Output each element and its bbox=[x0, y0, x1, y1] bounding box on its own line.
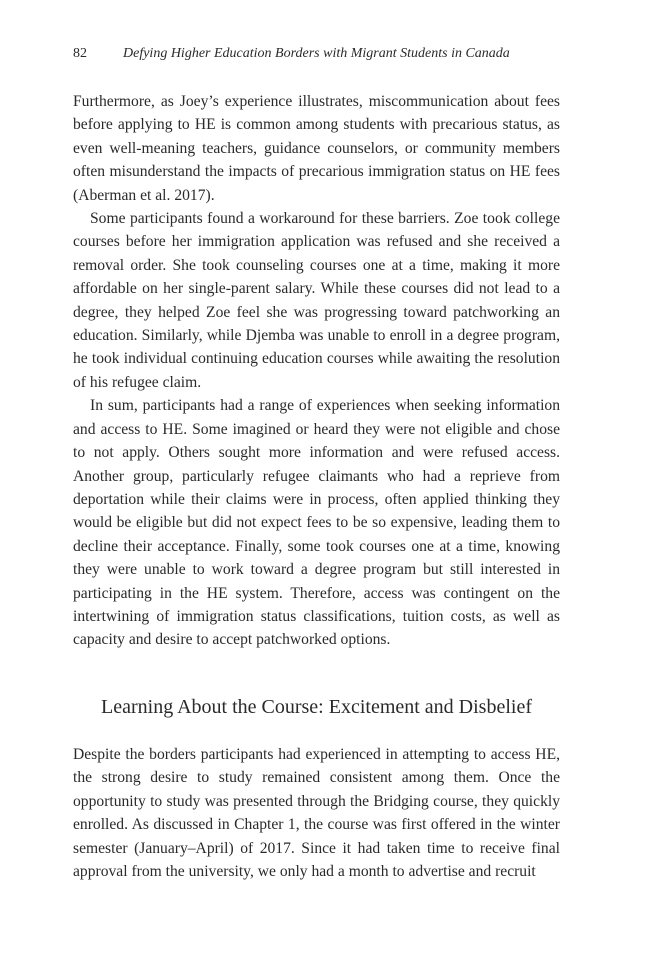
page-number: 82 bbox=[73, 46, 87, 61]
paragraph-section-opening: Despite the borders participants had experienced in attempting to access HE, the strong desire to study remained consistent among them. Once the opportunity to study was presented through the Bridging course, they quickly enrolled. As discussed in Chapter 1, the course was first offered in the winter semester (January–April) of 2017. Since it had taken time to receive final approval from the university, we only had a month to advertise and recruit bbox=[73, 746, 560, 881]
running-title: Defying Higher Education Borders with Migrant Students in Canada bbox=[123, 46, 510, 61]
section-heading: Learning About the Course: Excitement and Disbelief bbox=[101, 696, 532, 718]
body-text-upper bbox=[73, 90, 560, 652]
paragraph-summary: In sum, participants had a range of experiences when seeking information and access to HE. Some imagined or heard they were not eligible and chose to not apply. Others sought more information and were refused access. Another group, particularly refugee claimants who had a reprieve from deportation while their claims were in process, often applied thinking they would be eligible but did not expect fees to be so expensive, leading them to decline their acceptance. Finally, some took courses one at a time, knowing they were unable to work toward a degree program but still interested in participating in the HE system. Therefore, access was contingent on the intertwining of immigration status classifications, tuition costs, as well as capacity and desire to accept patchworked options. bbox=[73, 397, 560, 649]
body-text-lower bbox=[73, 743, 560, 883]
paragraph-continuation: Furthermore, as Joey’s experience illustrates, miscommunication about fees before applying to HE is common among students with precarious status, as even well-meaning teachers, guidance counselors, or community members often misunderstand the impacts of precarious immigration status on HE fees (Aberman et al. 2017). bbox=[73, 93, 560, 204]
paragraph-workaround: Some participants found a workaround for these barriers. Zoe took college courses before her immigration application was refused and she received a removal order. She took counseling courses one at a time, making it more affordable on her single-parent salary. While these courses did not lead to a degree, they helped Zoe feel she was progressing toward patchworking an education. Similarly, while Djemba was unable to enroll in a degree program, he took individual continuing education courses while awaiting the resolution of his refugee claim. bbox=[73, 210, 560, 391]
running-header bbox=[73, 44, 573, 64]
